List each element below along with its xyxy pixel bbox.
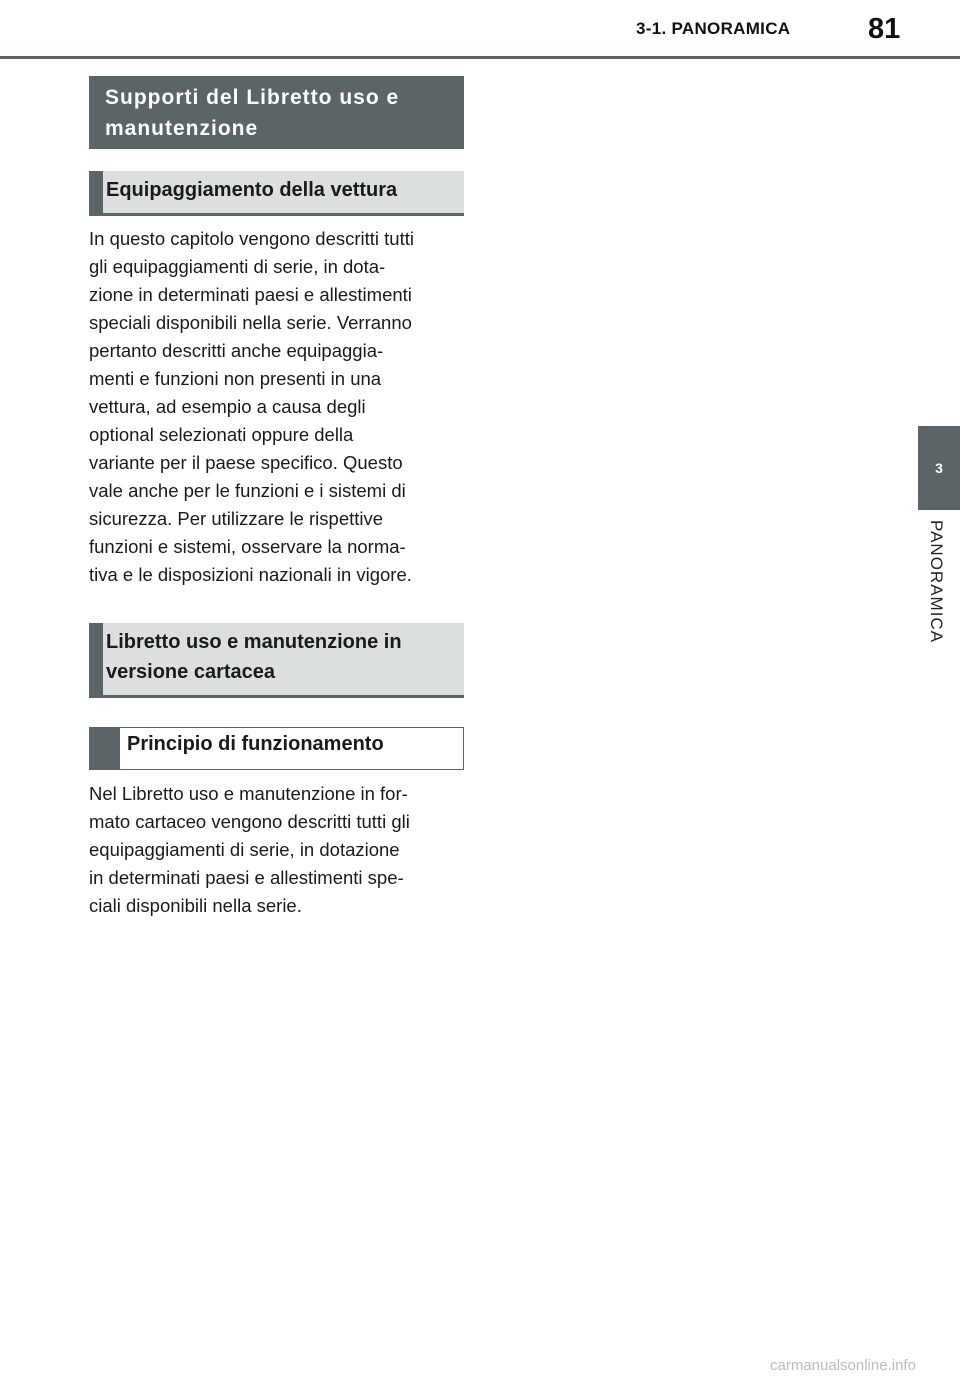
chapter-tab-number: 3 (935, 460, 943, 476)
body-line: optional selezionati oppure della (89, 424, 354, 445)
body-line: vale anche per le funzioni e i sistemi di (89, 480, 406, 501)
chapter-tab (918, 426, 960, 510)
chapter-tab-label: PANORAMICA (927, 520, 946, 644)
header-rule (0, 56, 960, 59)
footer-watermark: carmanualsonline.info (770, 1357, 916, 1374)
body-line: equipaggiamenti di serie, in dotazione (89, 839, 400, 860)
body-line: Nel Libretto uso e manutenzione in for- (89, 783, 408, 804)
subsection-title: Principio di funzionamento (127, 733, 384, 755)
subsection-body (89, 780, 461, 920)
body-line: vettura, ad esempio a causa degli (89, 396, 366, 417)
body-line: mato cartaceo vengono descritti tutti gli (89, 811, 410, 832)
body-line: tiva e le disposizioni nazionali in vigore. (89, 564, 412, 585)
body-line: in determinati paesi e allestimenti spe- (89, 867, 404, 888)
running-header: 3-1. PANORAMICA (636, 19, 791, 38)
chapter-title-line: manutenzione (105, 117, 259, 140)
body-line: speciali disponibili nella serie. Verranno (89, 312, 412, 333)
chapter-heading (89, 76, 464, 149)
body-line: menti e funzioni non presenti in una (89, 368, 382, 389)
section-heading-printed-manual (89, 623, 464, 698)
subsection-heading (89, 727, 464, 770)
body-line: variante per il paese specifico. Questo (89, 452, 403, 473)
body-line: zione in determinati paesi e allestimenti (89, 284, 412, 305)
section-title-line: Libretto uso e manutenzione in (106, 631, 402, 653)
section-title-line: versione cartacea (106, 661, 276, 683)
body-line: funzioni e sistemi, osservare la norma- (89, 536, 406, 557)
section-heading-equipment (89, 171, 464, 216)
section-title: Equipaggiamento della vettura (106, 179, 398, 201)
body-line: sicurezza. Per utilizzare le rispettive (89, 508, 384, 529)
body-line: In questo capitolo vengono descritti tutti (89, 228, 414, 249)
section-body-equipment (89, 225, 461, 589)
chapter-title-line: Supporti del Libretto uso e (105, 86, 400, 109)
page-number: 81 (868, 13, 901, 45)
body-line: gli equipaggiamenti di serie, in dota- (89, 256, 386, 277)
body-line: ciali disponibili nella serie. (89, 895, 302, 916)
subsection-marker (90, 728, 120, 769)
body-line: pertanto descritti anche equipaggia- (89, 340, 384, 361)
